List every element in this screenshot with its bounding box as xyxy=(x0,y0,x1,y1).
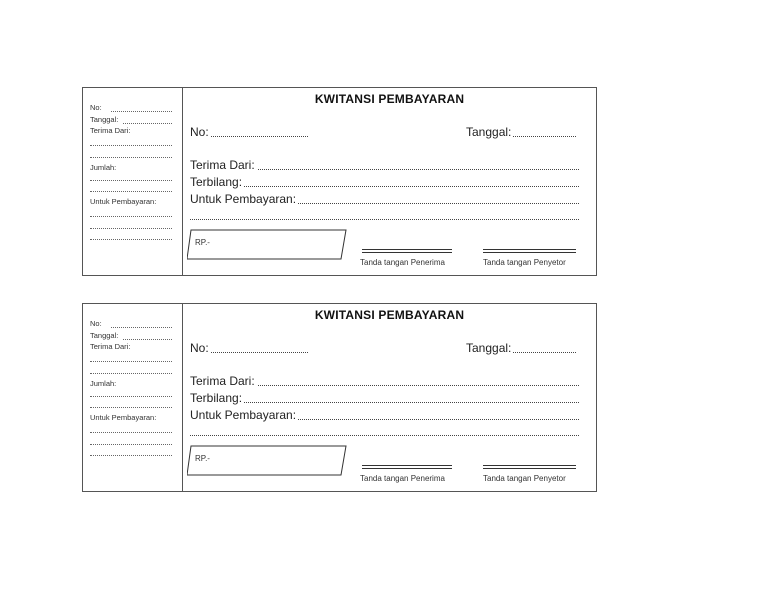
amount-rp-label: RP.- xyxy=(195,238,210,247)
stub-terima-dari: Terima Dari: xyxy=(90,126,131,135)
field-extra-line xyxy=(190,208,579,222)
signature-label-penerima: Tanda tangan Penerima xyxy=(360,474,445,483)
field-untuk-pembayaran: Untuk Pembayaran: xyxy=(190,408,579,422)
field-terima-dari: Terima Dari: xyxy=(190,158,579,172)
field-tanggal: Tanggal: xyxy=(466,125,576,139)
receipt-title: KWITANSI PEMBAYARAN xyxy=(314,308,465,322)
stub-no: No: xyxy=(90,319,102,328)
stub-untuk-pembayaran: Untuk Pembayaran: xyxy=(90,413,157,422)
stub-jumlah: Jumlah: xyxy=(90,163,117,172)
receipt-title: KWITANSI PEMBAYARAN xyxy=(314,92,465,106)
signature-line-penyetor xyxy=(483,249,576,250)
stub-terima-dari: Terima Dari: xyxy=(90,342,131,351)
receipt-main xyxy=(183,304,596,491)
field-tanggal: Tanggal: xyxy=(466,341,576,355)
field-no: No: xyxy=(190,341,308,355)
stub-tanggal: Tanggal: xyxy=(90,331,119,340)
field-untuk-pembayaran: Untuk Pembayaran: xyxy=(190,192,579,206)
stub-no: No: xyxy=(90,103,102,112)
field-no: No: xyxy=(190,125,308,139)
amount-box xyxy=(187,445,345,475)
signature-label-penerima: Tanda tangan Penerima xyxy=(360,258,445,267)
receipt-main xyxy=(183,88,596,275)
amount-box xyxy=(187,229,345,259)
stub-jumlah: Jumlah: xyxy=(90,379,117,388)
receipt-stub xyxy=(83,304,183,491)
field-terbilang: Terbilang: xyxy=(190,175,579,189)
receipt-1 xyxy=(82,87,597,276)
stub-untuk-pembayaran: Untuk Pembayaran: xyxy=(90,197,157,206)
signature-line-penyetor xyxy=(483,465,576,466)
signature-line-penerima xyxy=(362,465,452,466)
signature-line-penerima xyxy=(362,249,452,250)
signature-label-penyetor: Tanda tangan Penyetor xyxy=(483,258,566,267)
field-terima-dari: Terima Dari: xyxy=(190,374,579,388)
receipt-stub xyxy=(83,88,183,275)
field-terbilang: Terbilang: xyxy=(190,391,579,405)
amount-rp-label: RP.- xyxy=(195,454,210,463)
field-extra-line xyxy=(190,424,579,438)
signature-label-penyetor: Tanda tangan Penyetor xyxy=(483,474,566,483)
receipt-2 xyxy=(82,303,597,492)
stub-tanggal: Tanggal: xyxy=(90,115,119,124)
